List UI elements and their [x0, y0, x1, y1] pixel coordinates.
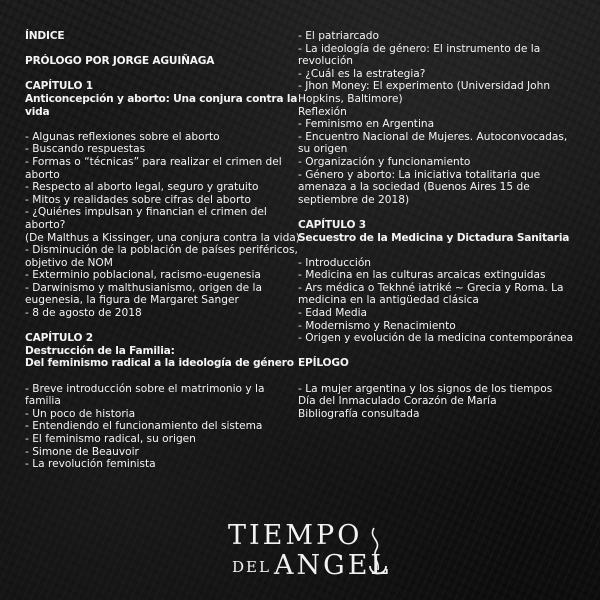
section-heading: PRÓLOGO POR JORGE AGUIÑAGA: [25, 55, 215, 68]
logo-word-del: DEL: [232, 558, 271, 576]
index-entry: - La mujer argentina y los signos de los tiempos: [298, 382, 553, 395]
index-entry: - Buscando respuestas: [25, 143, 146, 156]
index-entry: - Jhon Money: El experimento (Universidad John Hopkins, Baltimore): [298, 80, 551, 105]
index-left-column: [25, 30, 300, 471]
section-heading: CAPÍTULO 2: [25, 332, 93, 345]
section-heading: Destrucción de la Familia:: [25, 344, 175, 357]
index-entry: - ¿Cuál es la estrategia?: [298, 67, 426, 80]
index-entry: - Simone de Beauvoir: [25, 445, 139, 458]
index-entry: - Breve introducción sobre el matrimonio y la familia: [25, 382, 265, 408]
pipe-flourish-icon: [366, 526, 388, 578]
index-entry: - La ideología de género: El instrumento de la revolución: [298, 42, 541, 68]
index-entry: - Ars médica o Tekhné iatriké ~ Grecia y Roma. La medicina en la antigüedad clásica: [298, 281, 564, 307]
section-heading: CAPÍTULO 3: [298, 218, 366, 231]
index-entry: - Medicina en las culturas arcaicas extinguidas: [298, 269, 546, 282]
index-entry: - El patriarcado: [298, 30, 379, 42]
index-entry: - Origen y evolución de la medicina contemporánea: [298, 332, 574, 345]
index-entry: - Edad Media: [298, 307, 368, 320]
index-entry: - Respecto al aborto legal, seguro y gratuito: [25, 181, 259, 194]
index-entry: Bibliografía consultada: [298, 407, 420, 420]
index-entry: Día del Inmaculado Corazón de María: [298, 395, 497, 408]
index-entry: - Género y aborto: La iniciativa totalitaria que amenaza a la sociedad (Buenos Aires 15 de septiembre de 2018): [298, 168, 541, 206]
spacer: [298, 244, 582, 257]
spacer: [25, 370, 300, 383]
section-heading: CAPÍTULO 1: [25, 80, 93, 93]
spacer: [298, 370, 582, 383]
index-entry: - ¿Quiénes impulsan y financian el crimen del aborto?: [25, 206, 267, 231]
index-entry: - Encuentro Nacional de Mujeres. Autoconvocadas, su origen: [298, 130, 568, 156]
index-entry: - La revolución feminista: [25, 458, 156, 471]
section-heading: ÍNDICE: [25, 30, 65, 42]
spacer: [298, 206, 582, 219]
index-entry: Reflexión: [298, 105, 347, 118]
section-heading: EPÍLOGO: [298, 357, 349, 370]
index-entry: - Mitos y realidades sobre cifras del aborto: [25, 193, 252, 206]
index-entry: - El feminismo radical, su origen: [25, 433, 196, 445]
spacer: [25, 320, 300, 333]
index-entry: - Introducción: [298, 256, 372, 269]
logo-word-tiempo: TIEMPO: [228, 520, 363, 551]
index-entry: - Modernismo y Renacimiento: [298, 319, 456, 332]
index-entry: - Un poco de historia: [25, 407, 136, 420]
logo-word-angel: ANGEL: [274, 550, 392, 581]
spacer: [25, 118, 300, 131]
index-right-column: [298, 30, 582, 420]
index-entry: (De Malthus a Kissinger, una conjura contra la vida): [25, 231, 300, 244]
index-entry: - Formas o “técnicas” para realizar el crimen del aborto: [25, 155, 282, 181]
section-heading: Anticoncepción y aborto: Una conjura contra la vida: [25, 92, 298, 118]
publisher-logo: [228, 520, 392, 582]
index-entry: - Feminismo en Argentina: [298, 118, 435, 131]
index-entry: - Exterminio poblacional, racismo-eugenesia: [25, 269, 261, 282]
spacer: [25, 68, 300, 81]
index-entry: - 8 de agosto de 2018: [25, 307, 142, 320]
index-entry: - Darwinismo y malthusianismo, origen de la eugenesia, la figura de Margaret Sanger: [25, 281, 262, 307]
index-entry: - Disminución de la población de países periféricos, objetivo de NOM: [25, 244, 298, 269]
index-entry: - Entendiendo el funcionamiento del sistema: [25, 420, 263, 433]
index-entry: - Algunas reflexiones sobre el aborto: [25, 130, 220, 143]
section-heading: Del feminismo radical a la ideología de género: [25, 357, 294, 370]
spacer: [25, 43, 300, 56]
section-heading: Secuestro de la Medicina y Dictadura Sanitaria: [298, 231, 570, 244]
spacer: [298, 345, 582, 358]
index-entry: - Organización y funcionamiento: [298, 155, 471, 168]
